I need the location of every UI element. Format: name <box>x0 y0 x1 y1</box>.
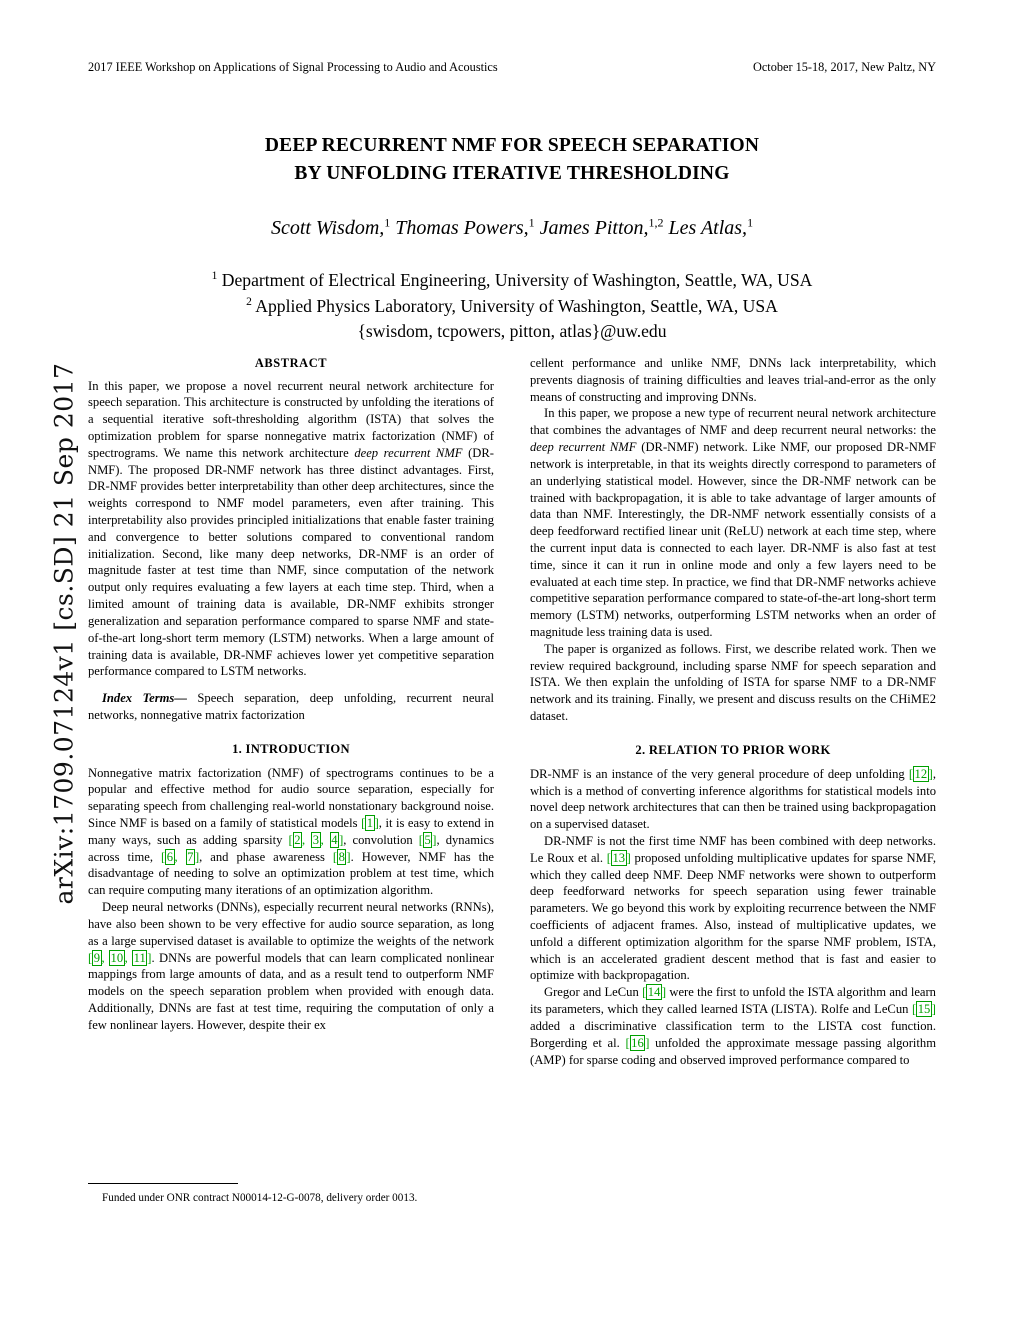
section-heading-introduction: 1. INTRODUCTION <box>232 741 350 756</box>
intro-paragraph-4: The paper is organized as follows. First, we describe related work. Then we review required background, including sparse NMF for speech separation and ISTA. We then explain the unfolding of ISTA for sparse NMF to a DR-NMF network and its training. Finally, we present and discuss results on the CHiME2 dataset. <box>530 641 936 724</box>
column-left <box>88 355 495 1204</box>
abstract-heading: ABSTRACT <box>254 356 328 370</box>
index-terms <box>88 690 494 724</box>
index-terms-body: Speech separation, deep unfolding, recurrent neural networks, nonnegative matrix factorization <box>88 691 495 722</box>
running-header <box>88 60 936 75</box>
prior-paragraph-2: DR-NMF is not the first time NMF has been combined with deep networks. Le Roux et al. [ 13 ] proposed unfolding multiplicative updates for sparse NMF, which they called deep NMF. Deep NMF networks were shown to outperform deep feedforward networks for speech separation using fewer trainable parameters. We go beyond this work by exploiting recurrence between the NMF coefficients of adjacent frames. Also, instead of multiplicative updates, we unfold a different optimization algorithm for the sparse NMF problem, ISTA, which is an accelerated gradient descent method that is fast and easier to optimize with backpropagation. <box>530 833 936 983</box>
prior-paragraph-1: DR-NMF is an instance of the very general procedure of deep unfolding [ 12 ], which is a method of converting inference algorithms for statistical models into novel deep network architectures that can then be trained using backpropagation on a supervised dataset. <box>530 766 936 832</box>
title-line-1: DEEP RECURRENT NMF FOR SPEECH SEPARATION <box>264 135 760 156</box>
intro-paragraph-1: Nonnegative matrix factorization (NMF) of spectrograms continues to be a popular and effective method for audio source separation, especially for separating speech from challenging real-world nonstationary background noise. Since NMF is based on a family of statistical models [ 1 ], it is easy to extend in many ways, such as adding sparsity [ 2 , 3 , 4 ], convolution [ 5 ], dynamics across time, [ 6 , 7 ], and phase awareness [ 8 ]. However, NMF has the disadvantage of needing to solve an optimization problem at test time, which can require computing many iterations of an optimization algorithm. <box>88 765 495 898</box>
footnote-text: Funded under ONR contract N00014-12-G-0078, delivery order 0013. <box>102 1192 418 1204</box>
intro-paragraph-2-cont: cellent performance and unlike NMF, DNNs lack interpretability, which prevents diagnosis of training difficulties and leaves trial-and-error as the only means of constructing and improving DNNs. <box>530 356 936 404</box>
two-column-body <box>88 355 936 1215</box>
intro-paragraph-2: Deep neural networks (DNNs), especially recurrent neural networks (RNNs), have also been shown to be very effective for audio source separation, as long as a large supervised dataset is available to optimize the weights of the network [ 9 , 10 , 11 ]. DNNs are powerful models that can learn complicated nonlinear mappings from large amounts of data, and as a result tend to outperform NMF models on the speech separation problem when provided with enough data. Additionally, DNNs are fast at test time, requiring the computation of only a few nonlinear layers. However, despite their ex <box>88 900 495 1032</box>
page-title <box>88 132 936 187</box>
prior-paragraph-3: Gregor and LeCun [ 14 ] were the first to unfold the ISTA algorithm and learn its parameters, which they called learned ISTA (LISTA). Rolfe and LeCun [ 15 ] added a discriminative classification term to the LISTA cost function. Borgerding et al. [ 16 ] unfolded the approximate message passing algorithm (AMP) for sparse coding and observed improved performance compared to <box>530 985 936 1067</box>
arxiv-identifier-stamp: arXiv:1709.07124v1 [cs.SD] 21 Sep 2017 <box>49 362 79 905</box>
intro-paragraph-3: In this paper, we propose a new type of recurrent neural network architecture that combines the advantages of NMF and deep recurrent neural networks: the deep recurrent NMF (DR-NMF) network. Like NMF, our proposed DR-NMF network is interpretable, in that its weights directly correspond to parameters of an underlying statistical model. However, since the DR-NMF network can be trained with backpropagation, it is able to take advantage of larger amounts of data than NMF. Interestingly, the DR-NMF network essentially consists of a deep feedforward rectified linear unit (ReLU) network at each time step, where the current input data is connected to each layer. DR-NMF is also fast at test time, since it can it run in online mode and only a few layers need to be evaluated at each time step. In practice, we find that DR-NMF networks achieve competitive separation performance compared to state-of-the-art long-short term memory (LSTM) networks, outperforming LSTM networks when an order of magnitude less training data is used. <box>530 406 936 639</box>
running-header-right: October 15-18, 2017, New Paltz, NY <box>752 60 936 74</box>
contact-email: {swisdom, tcpowers, pitton, atlas}@uw.edu <box>357 321 667 342</box>
title-block <box>88 132 936 345</box>
affiliation-block <box>88 268 936 345</box>
running-header-left: 2017 IEEE Workshop on Applications of Signal Processing to Audio and Acoustics <box>88 60 498 74</box>
column-right <box>530 355 936 1068</box>
footnote-divider <box>88 1183 238 1184</box>
affiliation-1: $^1$ Department of Electrical Engineering, University of Washington, Seattle, WA, USA <box>211 270 813 291</box>
abstract-paragraph: In this paper, we propose a novel recurrent neural network architecture for speech separation. This architecture is constructed by unfolding the iterations of a sequential iterative soft-thresholding algorithm (ISTA) that solves the optimization problem for sparse nonnegative matrix factorization (NMF) of spectrograms. We name this network architecture deep recurrent NMF (DR-NMF). The proposed DR-NMF network has three distinct advantages. First, DR-NMF provides better interpretability than other deep architectures, since the weights correspond to NMF model parameters, even after training. This interpretability also provides principled initializations that enable faster training and convergence to better solutions compared to conventional random initialization. Second, like many deep networks, DR-NMF is an order of magnitude faster at test time than NMF, since computation of the network output only requires evaluating a few layers at each time step. Third, when a limited amount of training data is available, DR-NMF exhibits stronger generalization and separation performance compared to sparse NMF and state-of-the-art long-short term memory (LSTM) networks. When a large amount of training data is available, DR-NMF achieves lower yet competitive separation performance compared to LSTM networks. <box>88 378 494 679</box>
author-list: Scott Wisdom,$^1$ Thomas Powers,$^1$ James Pitton,$^{1,2}$ Les Atlas,$^1$ <box>270 215 754 240</box>
index-terms-label: Index Terms— <box>102 691 187 706</box>
affiliation-2: $^2$ Applied Physics Laboratory, University of Washington, Seattle, WA, USA <box>246 295 778 316</box>
title-line-2: BY UNFOLDING ITERATIVE THRESHOLDING <box>294 162 730 184</box>
section-heading-prior-work: 2. RELATION TO PRIOR WORK <box>635 742 831 757</box>
